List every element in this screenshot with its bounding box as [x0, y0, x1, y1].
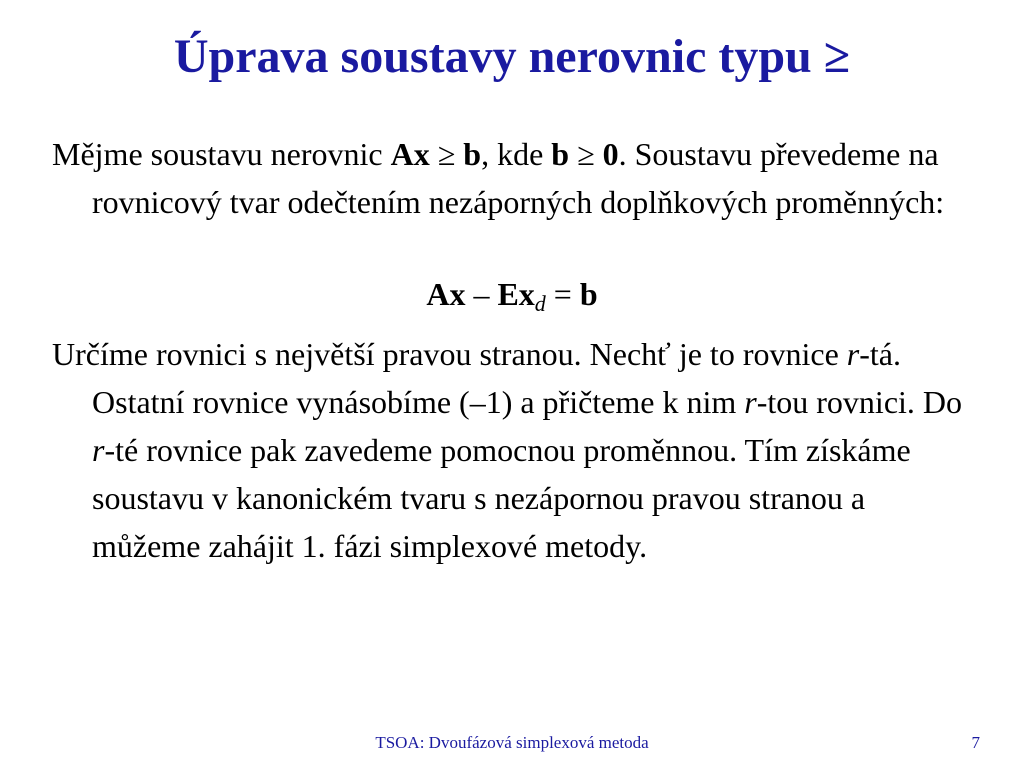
matrix-ex: Ex — [497, 276, 535, 312]
variable-r: r — [744, 384, 757, 420]
matrix-ax: Ax — [390, 136, 430, 172]
equals-sign: = — [545, 276, 580, 312]
text-segment: Mějme soustavu nerovnic — [52, 136, 391, 172]
text-segment: -tou rovnici. Do — [756, 384, 963, 420]
paragraph-inequalities — [52, 130, 972, 226]
equation — [0, 274, 1024, 314]
vector-b: b — [551, 136, 570, 172]
text-segment: Určíme rovnici s největší pravou stranou. Nechť je to rovnice — [52, 336, 847, 372]
text-segment: ≥ — [429, 136, 464, 172]
matrix-ax: Ax — [426, 276, 466, 312]
text-segment: , kde — [481, 136, 552, 172]
variable-r: r — [92, 432, 105, 468]
paragraph-procedure — [52, 330, 972, 570]
subscript-d: d — [534, 291, 546, 316]
vector-b: b — [579, 276, 598, 312]
text-segment: -tá. Ostatní rovnice vynásobíme (–1) a přičteme k nim — [92, 336, 901, 420]
text-segment: ≥ — [569, 136, 603, 172]
minus-sign: – — [465, 276, 498, 312]
slide-title: Úprava soustavy nerovnic typu ≥ — [173, 30, 851, 83]
text-segment: -té rovnice pak zavedeme pomocnou proměnnou. Tím získáme soustavu v kanonickém tvaru s nezápornou pravou stranou a můžeme zahájit 1. fázi simplexové metody. — [92, 432, 911, 564]
page-number: 7 — [971, 733, 980, 752]
text-segment: . Soustavu převedeme na rovnicový tvar odečtením nezáporných doplňkových proměnných: — [92, 136, 945, 220]
zero-vector: 0 — [602, 136, 619, 172]
vector-b: b — [463, 136, 482, 172]
footer-title: TSOA: Dvoufázová simplexová metoda — [375, 733, 649, 752]
variable-r: r — [846, 336, 860, 372]
